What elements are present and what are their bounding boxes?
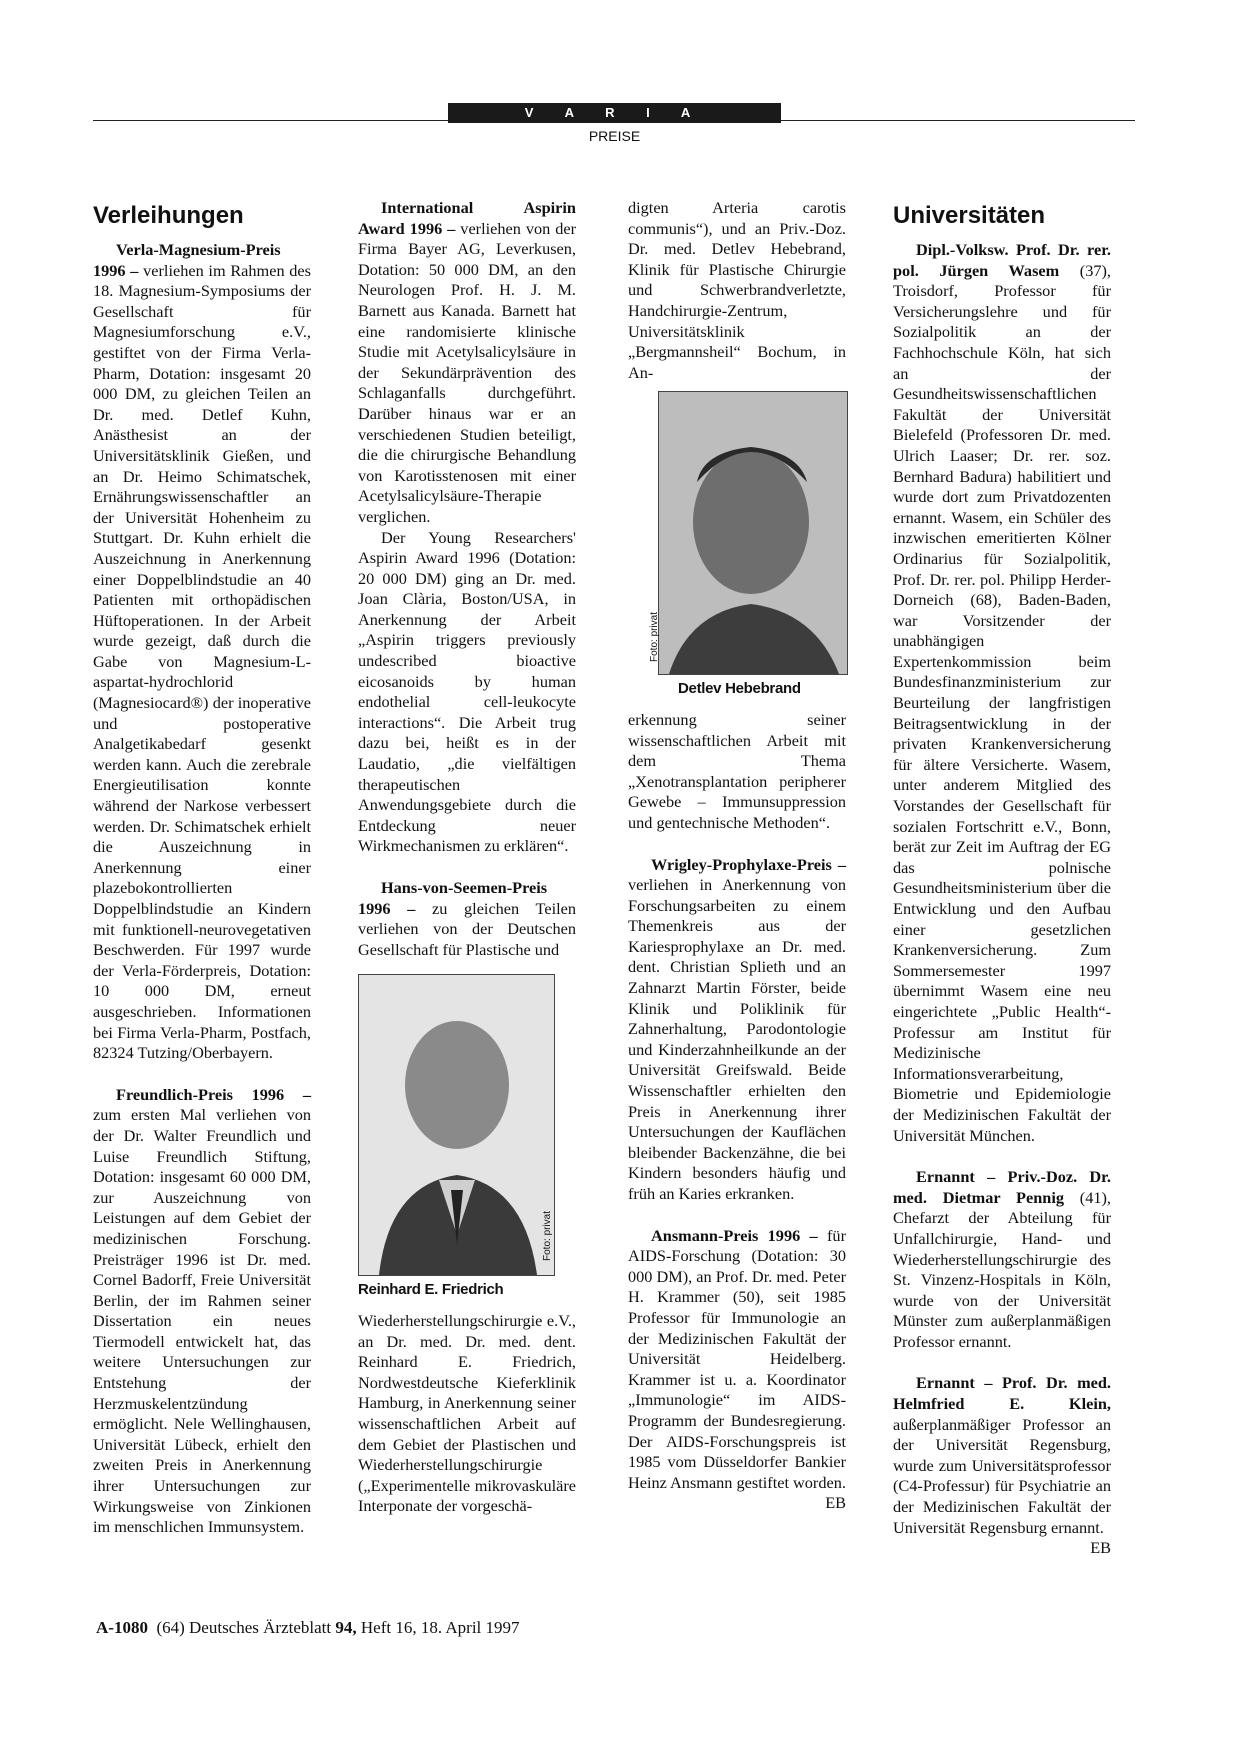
photo-credit: Foto: privat <box>649 612 660 663</box>
award-title: Hans-von-Seemen-Preis 1996 – <box>358 878 548 918</box>
article-text: außerplanmäßiger Professor an der Universität Regensburg, wurde zum Universitätsprofessor (C4-Professur) für Psychiatrie an der Medizinischen Fakultät der Universität Regensburg ernannt. <box>893 1414 1111 1537</box>
award-text: zum ersten Mal verliehen von der Dr. Walter Freundlich und Luise Freundlich Stiftung, Dotation: insgesamt 60 000 DM, zur Auszeichnung von Leistungen auf dem Gebiet der medizinischen Forschung. Preisträger 1996 ist Dr. med. Cornel Badorff, Freie Universität Berlin, der im Rahmen seiner Dissertation ein neues Tiermodell entwickelt hat, das weitere Untersuchungen zur Entstehung der Herzmuskelentzündung ermöglicht. Nele Wellinghausen, Universität Lübeck, erhielt den zweiten Preis in Anerkennung ihrer Untersuchungen zur Wirkungsweise von Zinkionen im menschlichen Immunsystem. <box>93 1105 311 1537</box>
photo-caption: Detlev Hebebrand <box>678 680 801 698</box>
article-freundlich-preis <box>93 1085 311 1538</box>
person-name: Dipl.-Volksw. Prof. Dr. rer. pol. Jürgen Wasem <box>893 240 1111 280</box>
article-text: (37), Troisdorf, Professor für Versicherungslehre und für Sozialpolitik an der Fachhochschule Köln, hat sich an der Gesundheitswissenschaftlichen Fakultät der Universität Bielefeld (Professoren Dr. med. Ulrich Laaser; Dr. rer. soz. Bernhard Badura) habilitiert und wurde dort zum Privatdozenten ernannt. Wasem, ein Schüler des inzwischen emeritierten Kölner Ordinarius für Sozialpolitik, Prof. Dr. rer. pol. Philipp Herder-Dorneich (68), Baden-Baden, war Vorsitzender der unabhängigen Expertenkommission beim Bundesfinanzministerium zur Beurteilung der langfristigen Beitragsentwicklung in der privaten Krankenversicherung für ältere Versicherte. Wasem, unter anderem Mitglied des Vorstandes der Gesellschaft für sozialen Fortschritt e.V., Bonn, berät zur Zeit im Auftrag der EG das polnische Gesundheitsministerium über die Entwicklung und den Aufbau einer gesetzlichen Krankenversicherung. Zum Sommersemester 1997 übernimmt Wasem eine neu eingerichtete „Public Health“-Professur am Institut für Medizinische Informationsverarbeitung, Biometrie und Epidemiologie der Medizinischen Fakultät der Universität München. <box>893 260 1111 1145</box>
award-title: International Aspirin Award 1996 – <box>358 198 576 238</box>
photo-caption: Reinhard E. Friedrich <box>358 1281 504 1299</box>
award-text: für AIDS-Forschung (Dotation: 30 000 DM), an Prof. Dr. med. Peter H. Krammer (50), seit 1985 Professor für Immunologie an der Medizinischen Fakultät der Universität Heidelberg. Krammer ist u. a. Koordinator „Immunologie“ im AIDS-Programm der Bundesregierung. Der AIDS-Forschungspreis ist 1985 vom Düsseldorfer Bankier Heinz Ansmann gestiftet worden. <box>628 1225 846 1492</box>
award-text: verliehen von der Firma Bayer AG, Leverkusen, Dotation: 50 000 DM, an den Neurologen Prof. H. J. M. Barnett aus Kanada. Barnett hat eine randomisierte klinische Studie mit Acetylsalicylsäure in der Sekundärprävention des Schlaganfalls durchgeführt. Darüber hinaus war er an verschiedenen Studien beteiligt, die die chirurgische Behandlung von Karotisstenosen mit einer Acetylsalicylsäure-Therapie verglichen. <box>358 218 576 526</box>
column-1 <box>93 198 311 1538</box>
article-hans-von-seemen-cont: Wiederherstellungschirurgie e.V., an Dr. med. Dr. med. dent. Reinhard E. Friedrich, Nordwestdeutsche Kieferklinik Hamburg, in Anerkennung seiner wissenschaftlichen Arbeit auf dem Gebiet der Plastischen und Wiederherstellungschirurgie („Experimentelle mikrovaskuläre Interponate der vorgeschä- <box>358 1310 576 1516</box>
award-title: Wrigley-Prophylaxe-Preis – <box>651 854 846 874</box>
article-pennig <box>893 1167 1111 1352</box>
page-footer <box>96 1618 520 1638</box>
article-wrigley <box>628 855 846 1205</box>
award-title: Verla-Magnesium-Preis 1996 – <box>93 240 281 280</box>
article-aspirin-award <box>358 198 576 528</box>
portrait-photo-hebebrand <box>649 391 848 675</box>
person-name: Ernannt – Priv.-Doz. Dr. med. Dietmar Pennig <box>893 1167 1111 1207</box>
column-4 <box>893 198 1111 1559</box>
article-klein <box>893 1373 1111 1558</box>
person-name: Ernannt – Prof. Dr. med. Helmfried E. Klein, <box>893 1373 1111 1414</box>
award-text: verliehen in Anerkennung von Forschungsarbeiten zu einem Themenkreis aus der Kariesprophylaxe an Dr. med. dent. Christian Splieth und an Zahnarzt Martin Förster, beide Klinik und Poliklinik für Zahnerhaltung, Parodontologie und Kinderzahnheilkunde an der Universität Greifswald. Beide Wissenschaftler erhielten den Preis in Anerkennung ihrer Untersuchungen der Kauflächen bleibender Backenzähne, die bei Kindern besonders häufig und früh an Karies erkranken. <box>628 875 846 1203</box>
column-3 <box>628 198 846 1514</box>
volume-number: 94, <box>335 1618 357 1637</box>
portrait-image <box>359 975 554 1275</box>
article-hebebrand: digten Arteria carotis communis“), und an Priv.-Doz. Dr. med. Detlev Hebebrand, Klinik für Plastische Chirurgie und Schwerbrandverletzte, Handchirurgie-Zentrum, Universitätsklinik „Bergmannsheil“ Bochum, in An- <box>628 198 846 382</box>
award-text: verliehen im Rahmen des 18. Magnesium-Symposiums der Gesellschaft für Magnesiumforschung e.V., gestiftet von der Firma Verla-Pharm, Dotation: insgesamt 20 000 DM, zu gleichen Teilen an Dr. med. Detlef Kuhn, Anästhesist an der Universitätsklinik Gießen, und an Dr. Heimo Schimatschek, Ernährungswissenschaftler an der Universität Hohenheim zu Stuttgart. Dr. Kuhn erhielt die Auszeichnung in Anerkennung einer Doppelblindstudie an 40 Patienten mit orthopädischen Hüftoperationen. In der Arbeit wurde gezeigt, daß durch die Gabe von Magnesium-L-aspartat-hydrochlorid (Magnesiocard®) der inoperative und postoperative Analgetikabedarf gesenkt werden kann. Auch die zerebrale Energieutilisation konnte während der Narkose verbessert werden. Dr. Schimatschek erhielt die Auszeichnung in Anerkennung einer plazebokontrollierten Doppelblindstudie an Kindern mit funktionell-neurovegetativen Beschwerden. Für 1997 wurde der Verla-Förderpreis, Dotation: 10 000 DM, erneut ausgeschrieben. Informationen bei Firma Verla-Pharm, Postfach, 82324 Tutzing/Oberbayern. <box>93 260 311 1063</box>
author-signature: EB <box>825 1493 846 1513</box>
award-text: zu gleichen Teilen verliehen von der Deutschen Gesellschaft für Plastische und <box>358 898 576 959</box>
section-heading-universitaeten: Universitäten <box>893 202 1046 229</box>
page-number: A-1080 <box>96 1618 148 1637</box>
column-2 <box>358 198 576 1517</box>
author-signature: EB <box>1090 1538 1111 1558</box>
section-heading-verleihungen: Verleihungen <box>93 202 244 229</box>
article-hebebrand-cont: erkennung seiner wissenschaftlichen Arbeit mit dem Thema „Xenotransplantation peripherer Gewebe – Immunsuppression und gentechnische Methoden“. <box>628 709 846 832</box>
article-text: (41), Chefarzt der Abteilung für Unfallchirurgie, Hand- und Wiederherstellungschirurgie des St. Vinzenz-Hospitals in Köln, wurde von der Universität Münster zum außerplanmäßigen Professor ernannt. <box>893 1187 1111 1351</box>
award-title: Ansmann-Preis 1996 – <box>651 1225 818 1245</box>
award-title: Freundlich-Preis 1996 – <box>116 1084 311 1104</box>
journal-name: (64) Deutsches Ärzteblatt <box>156 1618 332 1637</box>
photo-credit: Foto: privat <box>542 1211 553 1262</box>
section-banner: V A R I A <box>448 103 781 123</box>
portrait-photo-friedrich <box>358 974 555 1276</box>
issue-date: Heft 16, 18. April 1997 <box>356 1618 520 1637</box>
article-wasem <box>893 240 1111 1146</box>
portrait-image <box>659 392 847 674</box>
article-hans-von-seemen <box>358 878 576 960</box>
article-young-researchers: Der Young Researchers' Aspirin Award 1996 (Dotation: 20 000 DM) ging an Dr. med. Joan Clària, Boston/USA, in Anerkennung der Arbeit „Aspirin triggers previously undescribed bioactive eicosanoids by human endothelial cell-leukocyte interactions“. Die Arbeit trug dazu bei, heißt es in der Laudatio, „die vielfältigen therapeutischen Anwendungsgebiete durch die Entdeckung neuer Wirkmechanismen zu erklären“. <box>358 527 576 856</box>
article-ansmann <box>628 1225 846 1513</box>
article-verla-preis <box>93 240 311 1064</box>
subsection-label: PREISE <box>588 128 641 144</box>
